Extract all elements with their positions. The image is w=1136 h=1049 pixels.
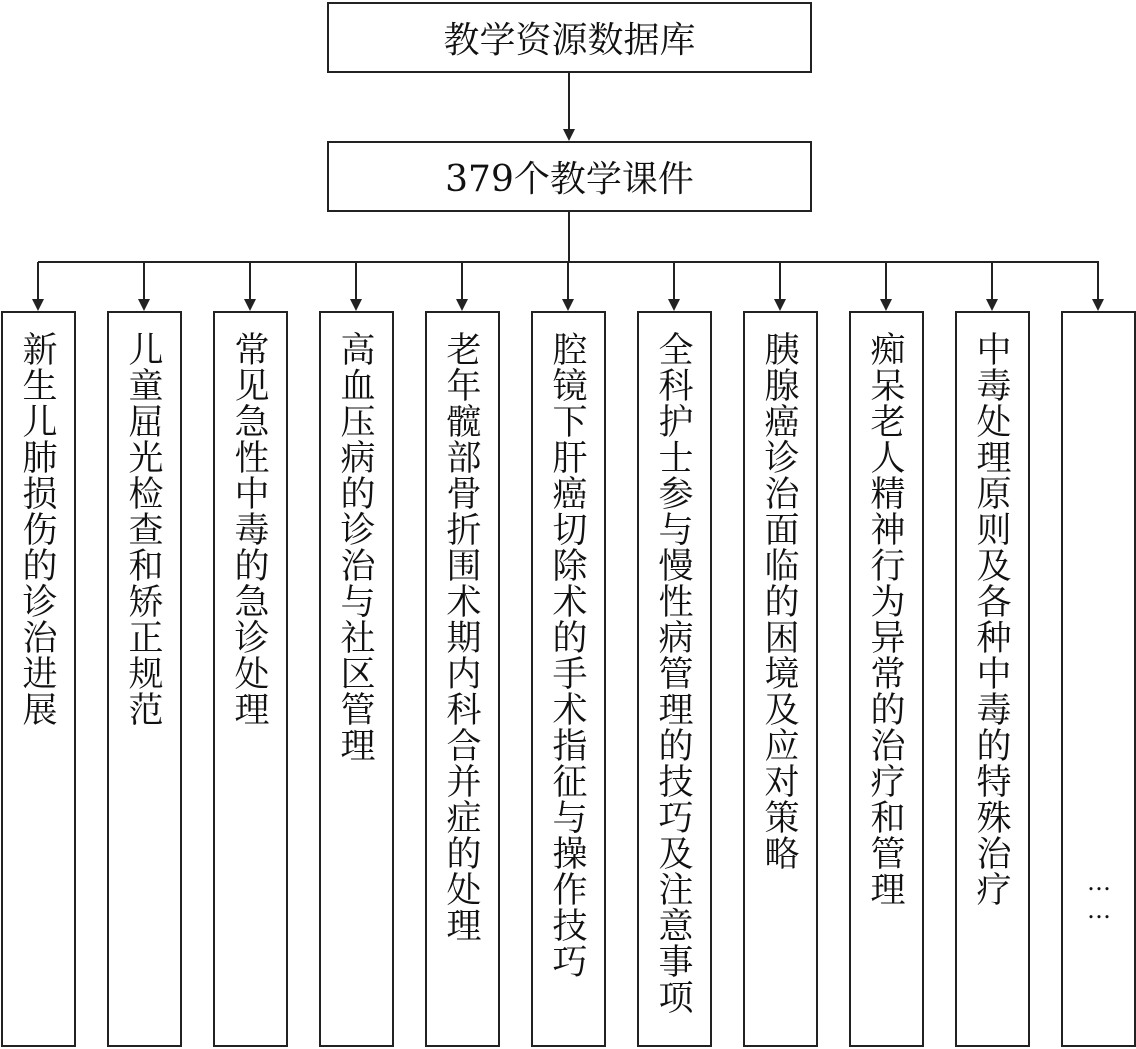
ellipsis-label: ……: [1085, 868, 1113, 924]
course-node-8: [743, 311, 818, 1047]
course-node-5: [425, 311, 500, 1047]
courseware-node-label: 379个教学课件: [445, 159, 694, 200]
course-label-1: 新生儿肺损伤的诊治进展: [17, 331, 57, 727]
courseware-node-box: [327, 141, 812, 212]
course-label-3: 常见急性中毒的急诊处理: [229, 331, 269, 727]
course-label-7: 全科护士参与慢性病管理的技巧及注意事项: [653, 331, 693, 1015]
course-node-2: [107, 311, 182, 1047]
course-node-4: [319, 311, 394, 1047]
root-node-label: 教学资源数据库: [443, 20, 696, 61]
course-label-8: 胰腺癌诊治面临的困境及应对策略: [759, 331, 799, 871]
course-label-2: 儿童屈光检查和矫正规范: [123, 331, 163, 727]
course-label-9: 痴呆老人精神行为异常的治疗和管理: [865, 331, 905, 907]
course-label-6: 腔镜下肝癌切除术的手术指征与操作技巧: [547, 331, 587, 979]
course-label-4: 高血压病的诊治与社区管理: [335, 331, 375, 763]
course-label-5: 老年髋部骨折围术期内科合并症的处理: [441, 331, 481, 943]
course-node-3: [213, 311, 288, 1047]
course-label-10: 中毒处理原则及各种中毒的特殊治疗: [971, 331, 1011, 907]
course-node-6: [531, 311, 606, 1047]
course-node-9: [849, 311, 924, 1047]
course-node-7: [637, 311, 712, 1047]
course-node-more: [1061, 311, 1136, 1047]
more-ellipsis: [1063, 868, 1134, 924]
root-node-box: [327, 2, 812, 73]
course-node-1: [1, 311, 76, 1047]
course-node-10: [955, 311, 1030, 1047]
